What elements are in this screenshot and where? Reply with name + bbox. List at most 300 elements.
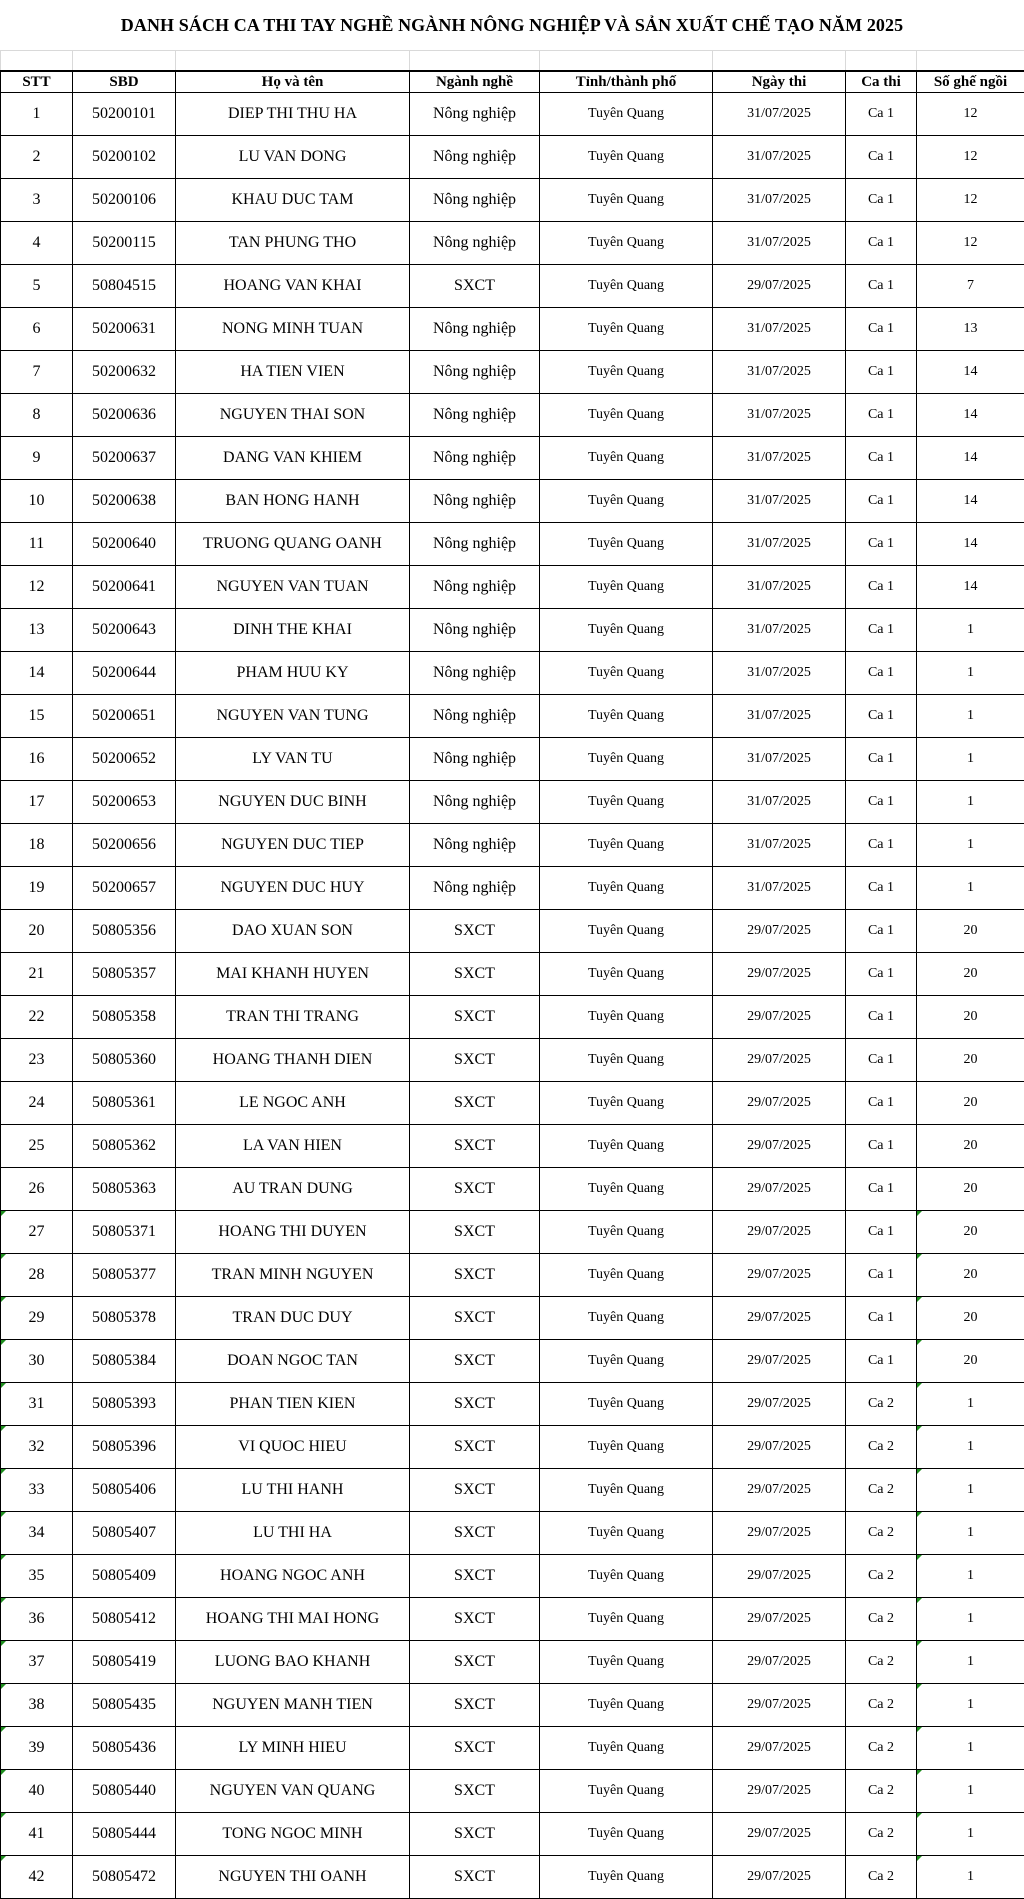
cell-exam-date[interactable]: 31/07/2025 [713, 824, 846, 867]
cell-full-name[interactable]: DAO XUAN SON [176, 910, 410, 953]
cell-major[interactable]: SXCT [410, 1340, 540, 1383]
cell-exam-date[interactable]: 31/07/2025 [713, 136, 846, 179]
cell-exam-date[interactable]: 29/07/2025 [713, 1684, 846, 1727]
cell-stt[interactable]: 39 [1, 1727, 73, 1770]
cell-full-name[interactable]: TRUONG QUANG OANH [176, 523, 410, 566]
cell-seat-number[interactable]: 14 [917, 566, 1024, 609]
cell-seat-number[interactable]: 20 [917, 953, 1024, 996]
cell-seat-number[interactable]: 1 [917, 781, 1024, 824]
cell-sbd[interactable]: 50200651 [73, 695, 176, 738]
cell-major[interactable]: Nông nghiệp [410, 867, 540, 910]
cell-stt[interactable]: 9 [1, 437, 73, 480]
blank-cell[interactable] [1, 51, 73, 72]
cell-seat-number[interactable]: 12 [917, 222, 1024, 265]
cell-exam-date[interactable]: 31/07/2025 [713, 351, 846, 394]
cell-major[interactable]: SXCT [410, 1426, 540, 1469]
column-header-exam-date[interactable]: Ngày thi [713, 71, 846, 93]
cell-exam-date[interactable]: 29/07/2025 [713, 1125, 846, 1168]
cell-seat-number[interactable]: 20 [917, 1297, 1024, 1340]
cell-sbd[interactable]: 50805362 [73, 1125, 176, 1168]
cell-exam-date[interactable]: 29/07/2025 [713, 1512, 846, 1555]
cell-shift[interactable]: Ca 1 [846, 222, 917, 265]
cell-shift[interactable]: Ca 1 [846, 523, 917, 566]
cell-shift[interactable]: Ca 1 [846, 781, 917, 824]
cell-shift[interactable]: Ca 1 [846, 1254, 917, 1297]
cell-province[interactable]: Tuyên Quang [540, 695, 713, 738]
cell-full-name[interactable]: TONG NGOC MINH [176, 1813, 410, 1856]
cell-full-name[interactable]: NGUYEN DUC TIEP [176, 824, 410, 867]
cell-province[interactable]: Tuyên Quang [540, 1856, 713, 1899]
cell-major[interactable]: Nông nghiệp [410, 652, 540, 695]
cell-full-name[interactable]: LY MINH HIEU [176, 1727, 410, 1770]
cell-sbd[interactable]: 50805444 [73, 1813, 176, 1856]
cell-province[interactable]: Tuyên Quang [540, 1684, 713, 1727]
cell-stt[interactable]: 25 [1, 1125, 73, 1168]
cell-exam-date[interactable]: 29/07/2025 [713, 1598, 846, 1641]
cell-province[interactable]: Tuyên Quang [540, 179, 713, 222]
column-header-seat-number[interactable]: Số ghế ngồi [917, 71, 1024, 93]
cell-sbd[interactable]: 50805409 [73, 1555, 176, 1598]
cell-exam-date[interactable]: 31/07/2025 [713, 179, 846, 222]
cell-full-name[interactable]: NGUYEN DUC BINH [176, 781, 410, 824]
cell-shift[interactable]: Ca 2 [846, 1469, 917, 1512]
cell-major[interactable]: SXCT [410, 1254, 540, 1297]
cell-major[interactable]: Nông nghiệp [410, 437, 540, 480]
cell-major[interactable]: SXCT [410, 1555, 540, 1598]
cell-province[interactable]: Tuyên Quang [540, 1082, 713, 1125]
cell-exam-date[interactable]: 31/07/2025 [713, 781, 846, 824]
cell-stt[interactable]: 41 [1, 1813, 73, 1856]
cell-full-name[interactable]: AU TRAN DUNG [176, 1168, 410, 1211]
cell-full-name[interactable]: KHAU DUC TAM [176, 179, 410, 222]
cell-exam-date[interactable]: 29/07/2025 [713, 1813, 846, 1856]
blank-cell[interactable] [846, 51, 917, 72]
cell-full-name[interactable]: HOANG THANH DIEN [176, 1039, 410, 1082]
cell-stt[interactable]: 5 [1, 265, 73, 308]
cell-sbd[interactable]: 50805361 [73, 1082, 176, 1125]
cell-stt[interactable]: 11 [1, 523, 73, 566]
cell-exam-date[interactable]: 29/07/2025 [713, 1469, 846, 1512]
cell-exam-date[interactable]: 29/07/2025 [713, 1168, 846, 1211]
column-header-full-name[interactable]: Họ và tên [176, 71, 410, 93]
cell-sbd[interactable]: 50805472 [73, 1856, 176, 1899]
cell-seat-number[interactable]: 20 [917, 1254, 1024, 1297]
cell-major[interactable]: SXCT [410, 1727, 540, 1770]
cell-sbd[interactable]: 50805412 [73, 1598, 176, 1641]
cell-sbd[interactable]: 50805435 [73, 1684, 176, 1727]
cell-full-name[interactable]: LU VAN DONG [176, 136, 410, 179]
cell-sbd[interactable]: 50805407 [73, 1512, 176, 1555]
cell-stt[interactable]: 37 [1, 1641, 73, 1684]
cell-full-name[interactable]: NGUYEN MANH TIEN [176, 1684, 410, 1727]
cell-province[interactable]: Tuyên Quang [540, 953, 713, 996]
cell-full-name[interactable]: LY VAN TU [176, 738, 410, 781]
cell-province[interactable]: Tuyên Quang [540, 1383, 713, 1426]
cell-province[interactable]: Tuyên Quang [540, 1297, 713, 1340]
cell-exam-date[interactable]: 29/07/2025 [713, 910, 846, 953]
cell-full-name[interactable]: DANG VAN KHIEM [176, 437, 410, 480]
cell-major[interactable]: Nông nghiệp [410, 136, 540, 179]
cell-province[interactable]: Tuyên Quang [540, 867, 713, 910]
cell-province[interactable]: Tuyên Quang [540, 222, 713, 265]
cell-full-name[interactable]: TRAN MINH NGUYEN [176, 1254, 410, 1297]
cell-exam-date[interactable]: 29/07/2025 [713, 1211, 846, 1254]
cell-seat-number[interactable]: 1 [917, 1770, 1024, 1813]
cell-full-name[interactable]: LUONG BAO KHANH [176, 1641, 410, 1684]
column-header-major[interactable]: Ngành nghề [410, 71, 540, 93]
cell-major[interactable]: SXCT [410, 1211, 540, 1254]
cell-exam-date[interactable]: 29/07/2025 [713, 1426, 846, 1469]
cell-major[interactable]: SXCT [410, 265, 540, 308]
cell-stt[interactable]: 27 [1, 1211, 73, 1254]
cell-stt[interactable]: 10 [1, 480, 73, 523]
cell-province[interactable]: Tuyên Quang [540, 93, 713, 136]
cell-major[interactable]: Nông nghiệp [410, 351, 540, 394]
cell-province[interactable]: Tuyên Quang [540, 1641, 713, 1684]
cell-shift[interactable]: Ca 1 [846, 394, 917, 437]
cell-stt[interactable]: 33 [1, 1469, 73, 1512]
cell-full-name[interactable]: BAN HONG HANH [176, 480, 410, 523]
cell-exam-date[interactable]: 29/07/2025 [713, 1340, 846, 1383]
cell-sbd[interactable]: 50200640 [73, 523, 176, 566]
cell-seat-number[interactable]: 20 [917, 1211, 1024, 1254]
cell-seat-number[interactable]: 20 [917, 1082, 1024, 1125]
cell-stt[interactable]: 20 [1, 910, 73, 953]
blank-cell[interactable] [540, 51, 713, 72]
cell-major[interactable]: Nông nghiệp [410, 394, 540, 437]
cell-shift[interactable]: Ca 1 [846, 1168, 917, 1211]
cell-shift[interactable]: Ca 2 [846, 1856, 917, 1899]
cell-stt[interactable]: 7 [1, 351, 73, 394]
cell-exam-date[interactable]: 31/07/2025 [713, 222, 846, 265]
cell-sbd[interactable]: 50805393 [73, 1383, 176, 1426]
cell-shift[interactable]: Ca 1 [846, 1082, 917, 1125]
cell-major[interactable]: Nông nghiệp [410, 179, 540, 222]
cell-full-name[interactable]: NGUYEN THI OANH [176, 1856, 410, 1899]
cell-sbd[interactable]: 50200641 [73, 566, 176, 609]
cell-full-name[interactable]: PHAM HUU KY [176, 652, 410, 695]
column-header-province[interactable]: Tỉnh/thành phố [540, 71, 713, 93]
cell-sbd[interactable]: 50200638 [73, 480, 176, 523]
blank-cell[interactable] [713, 51, 846, 72]
cell-exam-date[interactable]: 29/07/2025 [713, 1039, 846, 1082]
cell-shift[interactable]: Ca 2 [846, 1770, 917, 1813]
cell-shift[interactable]: Ca 1 [846, 953, 917, 996]
cell-seat-number[interactable]: 13 [917, 308, 1024, 351]
cell-sbd[interactable]: 50805378 [73, 1297, 176, 1340]
cell-province[interactable]: Tuyên Quang [540, 308, 713, 351]
cell-exam-date[interactable]: 31/07/2025 [713, 695, 846, 738]
cell-major[interactable]: SXCT [410, 910, 540, 953]
cell-shift[interactable]: Ca 2 [846, 1555, 917, 1598]
cell-shift[interactable]: Ca 2 [846, 1383, 917, 1426]
cell-shift[interactable]: Ca 2 [846, 1641, 917, 1684]
cell-province[interactable]: Tuyên Quang [540, 738, 713, 781]
cell-full-name[interactable]: NGUYEN VAN QUANG [176, 1770, 410, 1813]
cell-stt[interactable]: 22 [1, 996, 73, 1039]
cell-major[interactable]: SXCT [410, 1082, 540, 1125]
cell-shift[interactable]: Ca 1 [846, 738, 917, 781]
cell-stt[interactable]: 15 [1, 695, 73, 738]
cell-shift[interactable]: Ca 1 [846, 1125, 917, 1168]
cell-province[interactable]: Tuyên Quang [540, 1512, 713, 1555]
cell-shift[interactable]: Ca 2 [846, 1684, 917, 1727]
cell-full-name[interactable]: HA TIEN VIEN [176, 351, 410, 394]
cell-sbd[interactable]: 50200115 [73, 222, 176, 265]
cell-shift[interactable]: Ca 1 [846, 910, 917, 953]
cell-exam-date[interactable]: 31/07/2025 [713, 308, 846, 351]
cell-stt[interactable]: 14 [1, 652, 73, 695]
cell-shift[interactable]: Ca 1 [846, 1211, 917, 1254]
cell-province[interactable]: Tuyên Quang [540, 1211, 713, 1254]
cell-sbd[interactable]: 50200102 [73, 136, 176, 179]
cell-stt[interactable]: 3 [1, 179, 73, 222]
column-header-stt[interactable]: STT [1, 71, 73, 93]
cell-seat-number[interactable]: 20 [917, 910, 1024, 953]
cell-shift[interactable]: Ca 1 [846, 566, 917, 609]
cell-sbd[interactable]: 50805396 [73, 1426, 176, 1469]
cell-province[interactable]: Tuyên Quang [540, 1254, 713, 1297]
cell-seat-number[interactable]: 12 [917, 179, 1024, 222]
cell-major[interactable]: SXCT [410, 1598, 540, 1641]
cell-shift[interactable]: Ca 1 [846, 480, 917, 523]
cell-shift[interactable]: Ca 2 [846, 1512, 917, 1555]
cell-stt[interactable]: 36 [1, 1598, 73, 1641]
cell-sbd[interactable]: 50200637 [73, 437, 176, 480]
cell-seat-number[interactable]: 20 [917, 1039, 1024, 1082]
cell-full-name[interactable]: DINH THE KHAI [176, 609, 410, 652]
cell-major[interactable]: SXCT [410, 1125, 540, 1168]
cell-sbd[interactable]: 50805360 [73, 1039, 176, 1082]
cell-seat-number[interactable]: 20 [917, 1168, 1024, 1211]
cell-stt[interactable]: 35 [1, 1555, 73, 1598]
cell-full-name[interactable]: LE NGOC ANH [176, 1082, 410, 1125]
cell-full-name[interactable]: NGUYEN THAI SON [176, 394, 410, 437]
cell-major[interactable]: Nông nghiệp [410, 93, 540, 136]
cell-sbd[interactable]: 50200657 [73, 867, 176, 910]
cell-shift[interactable]: Ca 1 [846, 695, 917, 738]
cell-seat-number[interactable]: 1 [917, 867, 1024, 910]
cell-full-name[interactable]: TRAN THI TRANG [176, 996, 410, 1039]
cell-province[interactable]: Tuyên Quang [540, 1555, 713, 1598]
cell-seat-number[interactable]: 1 [917, 1813, 1024, 1856]
cell-shift[interactable]: Ca 2 [846, 1727, 917, 1770]
cell-stt[interactable]: 4 [1, 222, 73, 265]
cell-major[interactable]: Nông nghiệp [410, 480, 540, 523]
cell-shift[interactable]: Ca 1 [846, 652, 917, 695]
cell-stt[interactable]: 32 [1, 1426, 73, 1469]
cell-major[interactable]: SXCT [410, 1856, 540, 1899]
cell-seat-number[interactable]: 1 [917, 1512, 1024, 1555]
cell-shift[interactable]: Ca 1 [846, 136, 917, 179]
cell-sbd[interactable]: 50805436 [73, 1727, 176, 1770]
cell-sbd[interactable]: 50805406 [73, 1469, 176, 1512]
cell-shift[interactable]: Ca 1 [846, 437, 917, 480]
cell-major[interactable]: Nông nghiệp [410, 609, 540, 652]
cell-exam-date[interactable]: 29/07/2025 [713, 953, 846, 996]
cell-seat-number[interactable]: 12 [917, 93, 1024, 136]
cell-exam-date[interactable]: 31/07/2025 [713, 609, 846, 652]
cell-province[interactable]: Tuyên Quang [540, 781, 713, 824]
cell-seat-number[interactable]: 1 [917, 1856, 1024, 1899]
cell-major[interactable]: SXCT [410, 1684, 540, 1727]
cell-major[interactable]: Nông nghiệp [410, 781, 540, 824]
cell-major[interactable]: SXCT [410, 1641, 540, 1684]
cell-seat-number[interactable]: 1 [917, 1426, 1024, 1469]
cell-shift[interactable]: Ca 1 [846, 824, 917, 867]
cell-province[interactable]: Tuyên Quang [540, 1770, 713, 1813]
cell-sbd[interactable]: 50805377 [73, 1254, 176, 1297]
cell-province[interactable]: Tuyên Quang [540, 265, 713, 308]
cell-exam-date[interactable]: 29/07/2025 [713, 1082, 846, 1125]
cell-exam-date[interactable]: 31/07/2025 [713, 566, 846, 609]
cell-stt[interactable]: 1 [1, 93, 73, 136]
cell-province[interactable]: Tuyên Quang [540, 1813, 713, 1856]
cell-exam-date[interactable]: 29/07/2025 [713, 1727, 846, 1770]
cell-major[interactable]: SXCT [410, 1512, 540, 1555]
cell-full-name[interactable]: VI QUOC HIEU [176, 1426, 410, 1469]
cell-stt[interactable]: 6 [1, 308, 73, 351]
cell-stt[interactable]: 2 [1, 136, 73, 179]
cell-major[interactable]: SXCT [410, 953, 540, 996]
cell-stt[interactable]: 29 [1, 1297, 73, 1340]
column-header-sbd[interactable]: SBD [73, 71, 176, 93]
cell-exam-date[interactable]: 29/07/2025 [713, 1770, 846, 1813]
cell-shift[interactable]: Ca 1 [846, 179, 917, 222]
cell-seat-number[interactable]: 20 [917, 996, 1024, 1039]
blank-cell[interactable] [917, 51, 1024, 72]
cell-full-name[interactable]: NGUYEN VAN TUAN [176, 566, 410, 609]
cell-seat-number[interactable]: 7 [917, 265, 1024, 308]
cell-province[interactable]: Tuyên Quang [540, 1469, 713, 1512]
cell-exam-date[interactable]: 31/07/2025 [713, 93, 846, 136]
blank-cell[interactable] [410, 51, 540, 72]
cell-seat-number[interactable]: 1 [917, 1555, 1024, 1598]
cell-stt[interactable]: 18 [1, 824, 73, 867]
cell-sbd[interactable]: 50805358 [73, 996, 176, 1039]
cell-sbd[interactable]: 50805440 [73, 1770, 176, 1813]
cell-full-name[interactable]: PHAN TIEN KIEN [176, 1383, 410, 1426]
cell-stt[interactable]: 13 [1, 609, 73, 652]
cell-sbd[interactable]: 50200631 [73, 308, 176, 351]
cell-seat-number[interactable]: 20 [917, 1125, 1024, 1168]
cell-major[interactable]: SXCT [410, 1469, 540, 1512]
cell-shift[interactable]: Ca 1 [846, 609, 917, 652]
cell-seat-number[interactable]: 1 [917, 609, 1024, 652]
cell-province[interactable]: Tuyên Quang [540, 824, 713, 867]
cell-seat-number[interactable]: 1 [917, 1641, 1024, 1684]
cell-major[interactable]: SXCT [410, 1813, 540, 1856]
cell-province[interactable]: Tuyên Quang [540, 1168, 713, 1211]
cell-exam-date[interactable]: 31/07/2025 [713, 867, 846, 910]
cell-full-name[interactable]: TRAN DUC DUY [176, 1297, 410, 1340]
cell-seat-number[interactable]: 14 [917, 437, 1024, 480]
cell-major[interactable]: Nông nghiệp [410, 523, 540, 566]
cell-province[interactable]: Tuyên Quang [540, 1598, 713, 1641]
cell-sbd[interactable]: 50200106 [73, 179, 176, 222]
cell-exam-date[interactable]: 31/07/2025 [713, 738, 846, 781]
cell-seat-number[interactable]: 14 [917, 523, 1024, 566]
cell-seat-number[interactable]: 14 [917, 480, 1024, 523]
cell-sbd[interactable]: 50200656 [73, 824, 176, 867]
cell-major[interactable]: SXCT [410, 1297, 540, 1340]
cell-full-name[interactable]: LU THI HANH [176, 1469, 410, 1512]
cell-sbd[interactable]: 50200101 [73, 93, 176, 136]
cell-stt[interactable]: 16 [1, 738, 73, 781]
cell-province[interactable]: Tuyên Quang [540, 437, 713, 480]
cell-province[interactable]: Tuyên Quang [540, 394, 713, 437]
cell-exam-date[interactable]: 29/07/2025 [713, 265, 846, 308]
cell-province[interactable]: Tuyên Quang [540, 910, 713, 953]
cell-full-name[interactable]: MAI KHANH HUYEN [176, 953, 410, 996]
cell-sbd[interactable]: 50200643 [73, 609, 176, 652]
cell-sbd[interactable]: 50200653 [73, 781, 176, 824]
cell-province[interactable]: Tuyên Quang [540, 1039, 713, 1082]
cell-province[interactable]: Tuyên Quang [540, 609, 713, 652]
cell-stt[interactable]: 12 [1, 566, 73, 609]
cell-sbd[interactable]: 50200636 [73, 394, 176, 437]
cell-province[interactable]: Tuyên Quang [540, 1340, 713, 1383]
cell-stt[interactable]: 38 [1, 1684, 73, 1727]
cell-seat-number[interactable]: 1 [917, 738, 1024, 781]
cell-stt[interactable]: 28 [1, 1254, 73, 1297]
cell-exam-date[interactable]: 31/07/2025 [713, 652, 846, 695]
cell-major[interactable]: Nông nghiệp [410, 738, 540, 781]
cell-major[interactable]: Nông nghiệp [410, 222, 540, 265]
cell-sbd[interactable]: 50805419 [73, 1641, 176, 1684]
cell-major[interactable]: SXCT [410, 1383, 540, 1426]
cell-seat-number[interactable]: 1 [917, 652, 1024, 695]
cell-stt[interactable]: 17 [1, 781, 73, 824]
cell-stt[interactable]: 34 [1, 1512, 73, 1555]
cell-shift[interactable]: Ca 1 [846, 351, 917, 394]
cell-seat-number[interactable]: 1 [917, 1727, 1024, 1770]
cell-exam-date[interactable]: 29/07/2025 [713, 996, 846, 1039]
cell-sbd[interactable]: 50805356 [73, 910, 176, 953]
cell-shift[interactable]: Ca 1 [846, 1297, 917, 1340]
cell-seat-number[interactable]: 1 [917, 1469, 1024, 1512]
cell-seat-number[interactable]: 14 [917, 351, 1024, 394]
cell-shift[interactable]: Ca 1 [846, 265, 917, 308]
cell-exam-date[interactable]: 29/07/2025 [713, 1254, 846, 1297]
cell-seat-number[interactable]: 1 [917, 1383, 1024, 1426]
blank-cell[interactable] [176, 51, 410, 72]
cell-full-name[interactable]: NGUYEN DUC HUY [176, 867, 410, 910]
cell-major[interactable]: Nông nghiệp [410, 695, 540, 738]
cell-stt[interactable]: 42 [1, 1856, 73, 1899]
column-header-shift[interactable]: Ca thi [846, 71, 917, 93]
cell-exam-date[interactable]: 29/07/2025 [713, 1555, 846, 1598]
cell-full-name[interactable]: NGUYEN VAN TUNG [176, 695, 410, 738]
cell-sbd[interactable]: 50805371 [73, 1211, 176, 1254]
cell-stt[interactable]: 21 [1, 953, 73, 996]
cell-province[interactable]: Tuyên Quang [540, 1727, 713, 1770]
cell-shift[interactable]: Ca 1 [846, 1340, 917, 1383]
cell-shift[interactable]: Ca 2 [846, 1426, 917, 1469]
cell-exam-date[interactable]: 29/07/2025 [713, 1641, 846, 1684]
cell-full-name[interactable]: LA VAN HIEN [176, 1125, 410, 1168]
cell-major[interactable]: Nông nghiệp [410, 566, 540, 609]
cell-province[interactable]: Tuyên Quang [540, 351, 713, 394]
cell-province[interactable]: Tuyên Quang [540, 1426, 713, 1469]
cell-sbd[interactable]: 50805357 [73, 953, 176, 996]
cell-sbd[interactable]: 50200644 [73, 652, 176, 695]
cell-stt[interactable]: 19 [1, 867, 73, 910]
cell-province[interactable]: Tuyên Quang [540, 523, 713, 566]
cell-shift[interactable]: Ca 2 [846, 1813, 917, 1856]
cell-full-name[interactable]: DOAN NGOC TAN [176, 1340, 410, 1383]
cell-stt[interactable]: 8 [1, 394, 73, 437]
